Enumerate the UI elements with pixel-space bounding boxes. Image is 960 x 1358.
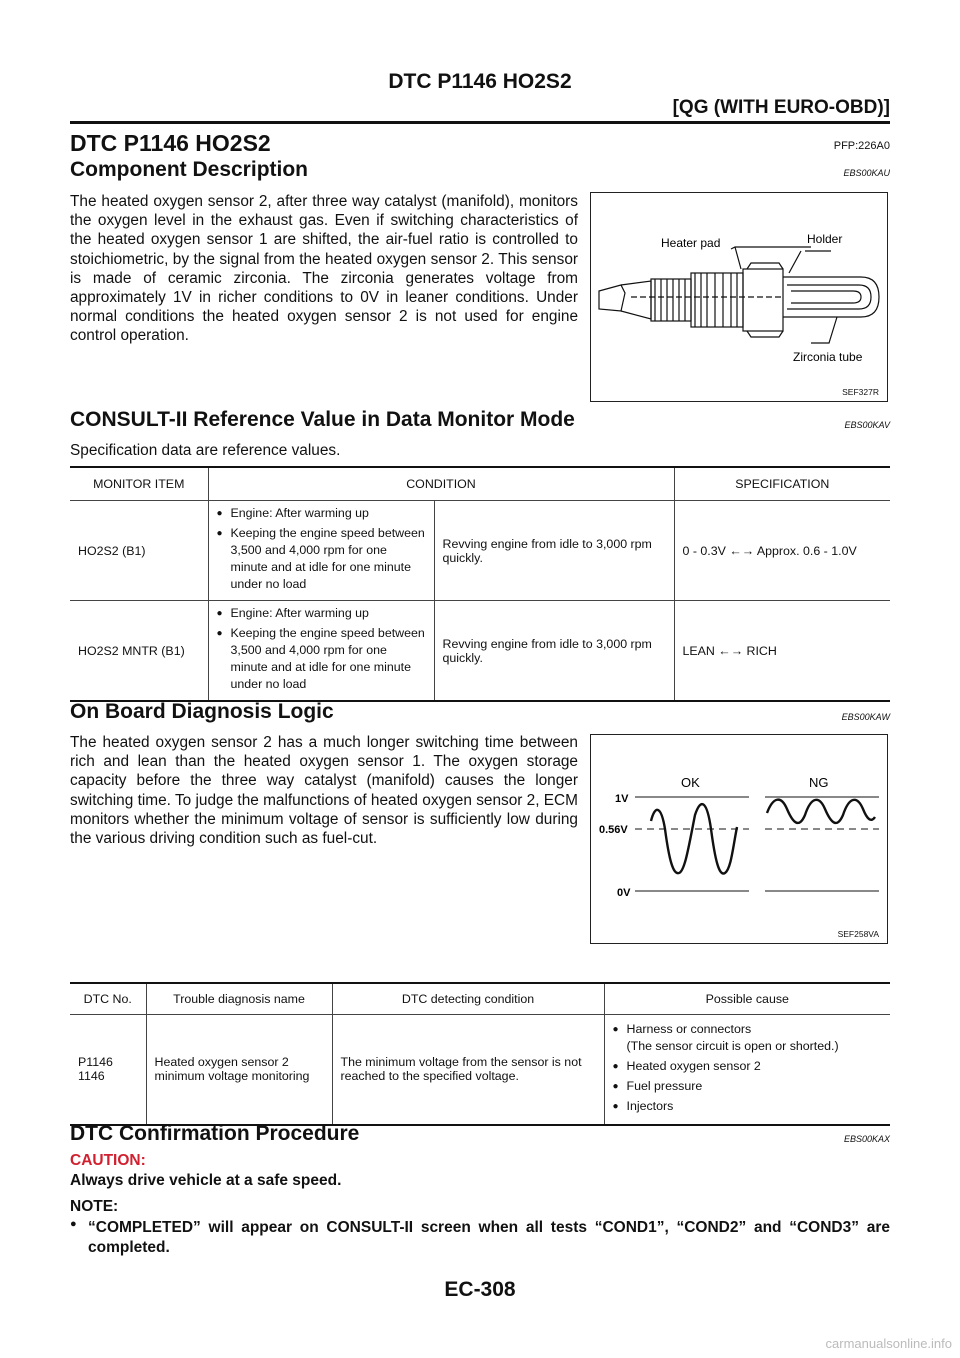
ok-waveform [651, 804, 737, 873]
component-description-text: The heated oxygen sensor 2, after three way catalyst (manifold), monitors the oxygen level in the exhaust gas. Even if switching characteristics of the heated oxygen sensor 1 are shifted, the air-fuel ratio is controlled to stoichiometric, by the signal from the heated oxygen sensor 2. This sensor is made of ceramic zirconia. The zirconia generates voltage from approximately 1V in richer conditions to 0V in leaner conditions. Under normal conditions the heated oxygen sensor 2 is not used for engine control operation. [70, 193, 578, 345]
sensor-figure [590, 192, 888, 402]
col-condition: CONDITION [208, 467, 674, 501]
caution-text: Always drive vehicle at a safe speed. [70, 1172, 342, 1189]
ng-waveform [767, 800, 875, 823]
consult-reference-table [70, 466, 890, 702]
table-header-row [70, 983, 890, 1015]
condition-bullet: ● Keeping the engine speed between 3,500 and 4,000 rpm for one minute and at idle for one minute under no load [217, 625, 426, 693]
pfp-code: PFP:226A0 [833, 140, 890, 152]
section-heading-confirmation: DTC Confirmation Procedure [70, 1122, 360, 1145]
condition-revving-cell: Revving engine from idle to 3,000 rpm quickly. [434, 501, 674, 601]
possible-cause-cell [604, 1015, 890, 1125]
cause-bullet: ● Heated oxygen sensor 2 [613, 1058, 883, 1075]
note-item [70, 1218, 890, 1258]
monitor-item-cell: HO2S2 MNTR (B1) [70, 601, 208, 702]
note-label: NOTE: [70, 1198, 119, 1215]
specification-cell: 0 - 0.3V ←→ Approx. 0.6 - 1.0V [674, 501, 890, 601]
trouble-name-cell: Heated oxygen sensor 2 minimum voltage monitoring [146, 1015, 332, 1125]
running-header-title: DTC P1146 HO2S2 [388, 70, 572, 93]
caution-label: CAUTION: [70, 1152, 146, 1169]
col-specification: SPECIFICATION [674, 467, 890, 501]
dtc-code-short: 1146 [78, 1069, 105, 1084]
label-ng: NG [809, 775, 829, 790]
consult-intro-text: Specification data are reference values. [70, 442, 341, 459]
condition-revving-cell: Revving engine from idle to 3,000 rpm quickly. [434, 601, 674, 702]
cause-bullet: ● Harness or connectors [613, 1021, 883, 1038]
dtc-table [70, 982, 890, 1126]
col-possible-cause: Possible cause [604, 983, 890, 1015]
condition-bullet: ● Keeping the engine speed between 3,500 and 4,000 rpm for one minute and at idle for one minute under no load [217, 525, 426, 593]
section-code-confirmation: EBS00KAX [843, 1134, 890, 1144]
section-heading-consult: CONSULT-II Reference Value in Data Monitor Mode [70, 408, 575, 431]
col-dtc-no: DTC No. [70, 983, 146, 1015]
label-holder: Holder [807, 232, 843, 246]
section-heading-component: Component Description [70, 158, 309, 181]
watermark[interactable]: carmanualsonline.info [825, 1336, 952, 1351]
label-056v: 0.56V [599, 824, 628, 836]
condition-list-cell [208, 601, 434, 702]
condition-bullet: ● Engine: After warming up [217, 605, 426, 622]
condition-list-cell [208, 501, 434, 601]
dtc-number-cell [70, 1015, 146, 1125]
note-text: “COMPLETED” will appear on CONSULT-II screen when all tests “COND1”, “COND2” and “COND3” are completed. [88, 1219, 890, 1256]
col-monitor-item: MONITOR ITEM [70, 467, 208, 501]
voltage-waveform-figure [590, 734, 888, 944]
header-rule [70, 121, 890, 124]
cause-bullet: ● Injectors [613, 1098, 883, 1115]
section-code-consult: EBS00KAV [844, 420, 890, 430]
obd-logic-text: The heated oxygen sensor 2 has a much longer switching time between rich and lean than the heated oxygen sensor 1. The oxygen storage capacity before the three way catalyst (manifold) causes the longer switching time. To judge the malfunctions of heated oxygen sensor 2, ECM monitors whether the minimum voltage of sensor is sufficiently low during the various driving condition such as fuel-cut. [70, 734, 578, 848]
label-ok: OK [681, 775, 700, 790]
figure-code-sef258va: SEF258VA [837, 929, 879, 939]
section-code-component: EBS00KAU [843, 168, 890, 178]
dtc-code: P1146 [78, 1055, 113, 1070]
cause-bullet: ● Fuel pressure [613, 1078, 883, 1095]
table-row [70, 1015, 890, 1125]
section-heading-obd: On Board Diagnosis Logic [70, 700, 334, 723]
sensor-cutaway-drawing [591, 193, 887, 401]
figure-code-sef327r: SEF327R [842, 387, 879, 397]
bullet-icon: ● [70, 1218, 77, 1230]
table-row [70, 601, 890, 702]
table-header-row [70, 467, 890, 501]
page-title: DTC P1146 HO2S2 [70, 130, 271, 156]
label-heater-pad: Heater pad [661, 236, 721, 250]
cause-note: (The sensor circuit is open or shorted.) [626, 1038, 839, 1053]
page-number: EC-308 [444, 1278, 516, 1301]
col-detecting-condition: DTC detecting condition [332, 983, 604, 1015]
label-zirconia-tube: Zirconia tube [793, 350, 863, 364]
section-code-obd: EBS00KAW [841, 712, 890, 722]
specification-cell: LEAN ←→ RICH [674, 601, 890, 702]
col-trouble-name: Trouble diagnosis name [146, 983, 332, 1015]
ok-ng-waveform-drawing [591, 735, 887, 943]
label-0v: 0V [617, 887, 631, 899]
condition-bullet: ● Engine: After warming up [217, 505, 426, 522]
running-header-subtitle: [QG (WITH EURO-OBD)] [672, 97, 890, 118]
table-row [70, 501, 890, 601]
monitor-item-cell: HO2S2 (B1) [70, 501, 208, 601]
detecting-condition-cell: The minimum voltage from the sensor is not reached to the specified voltage. [332, 1015, 604, 1125]
label-1v: 1V [615, 793, 629, 805]
